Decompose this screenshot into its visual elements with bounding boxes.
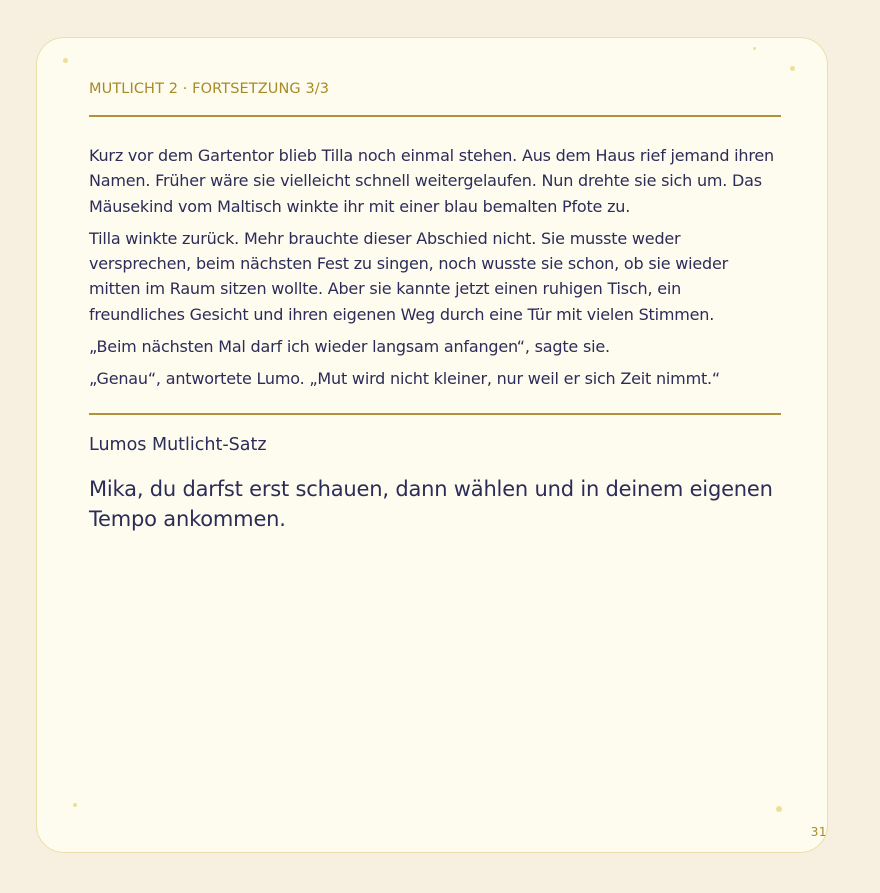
decorative-dot — [776, 806, 782, 812]
decorative-dot — [73, 803, 77, 807]
decorative-dot — [790, 66, 795, 71]
page-number: 31 — [810, 825, 827, 839]
decorative-dot — [63, 58, 68, 63]
story-paragraph: „Beim nächsten Mal darf ich wieder langsam anfangen“, sagte sie. — [89, 337, 610, 357]
story-text — [89, 143, 781, 399]
header-divider — [89, 115, 781, 117]
section-divider — [89, 413, 781, 415]
lumo-sentence: Mika, du darfst erst schauen, dann wählen und in deinem eigenen Tempo ankommen. — [89, 477, 773, 531]
story-paragraph: „Genau“, antwortete Lumo. „Mut wird nicht kleiner, nur weil er sich Zeit nimmt.“ — [89, 369, 721, 389]
decorative-dot — [753, 47, 756, 50]
story-paragraph: Kurz vor dem Gartentor blieb Tilla noch einmal stehen. Aus dem Haus rief jemand ihren Namen. Früher wäre sie vielleicht schnell weitergelaufen. Nun drehte sie sich um. Das Mäusekind vom Maltisch winkte ihr mit einer blau bemalten Pfote zu. — [89, 146, 774, 216]
chapter-label: MUTLICHT 2 · FORTSETZUNG 3/3 — [89, 81, 330, 97]
lumo-sentence-heading: Lumos Mutlicht-Satz — [89, 435, 267, 455]
book-page — [36, 37, 828, 853]
story-paragraph: Tilla winkte zurück. Mehr brauchte dieser Abschied nicht. Sie musste weder versprechen, beim nächsten Fest zu singen, noch wusste sie schon, ob sie wieder mitten im Raum sitzen wollte. Aber sie kannte jetzt einen ruhigen Tisch, ein freundliches Gesicht und ihren eigenen Weg durch eine Tür mit vielen Stimmen. — [89, 228, 728, 324]
